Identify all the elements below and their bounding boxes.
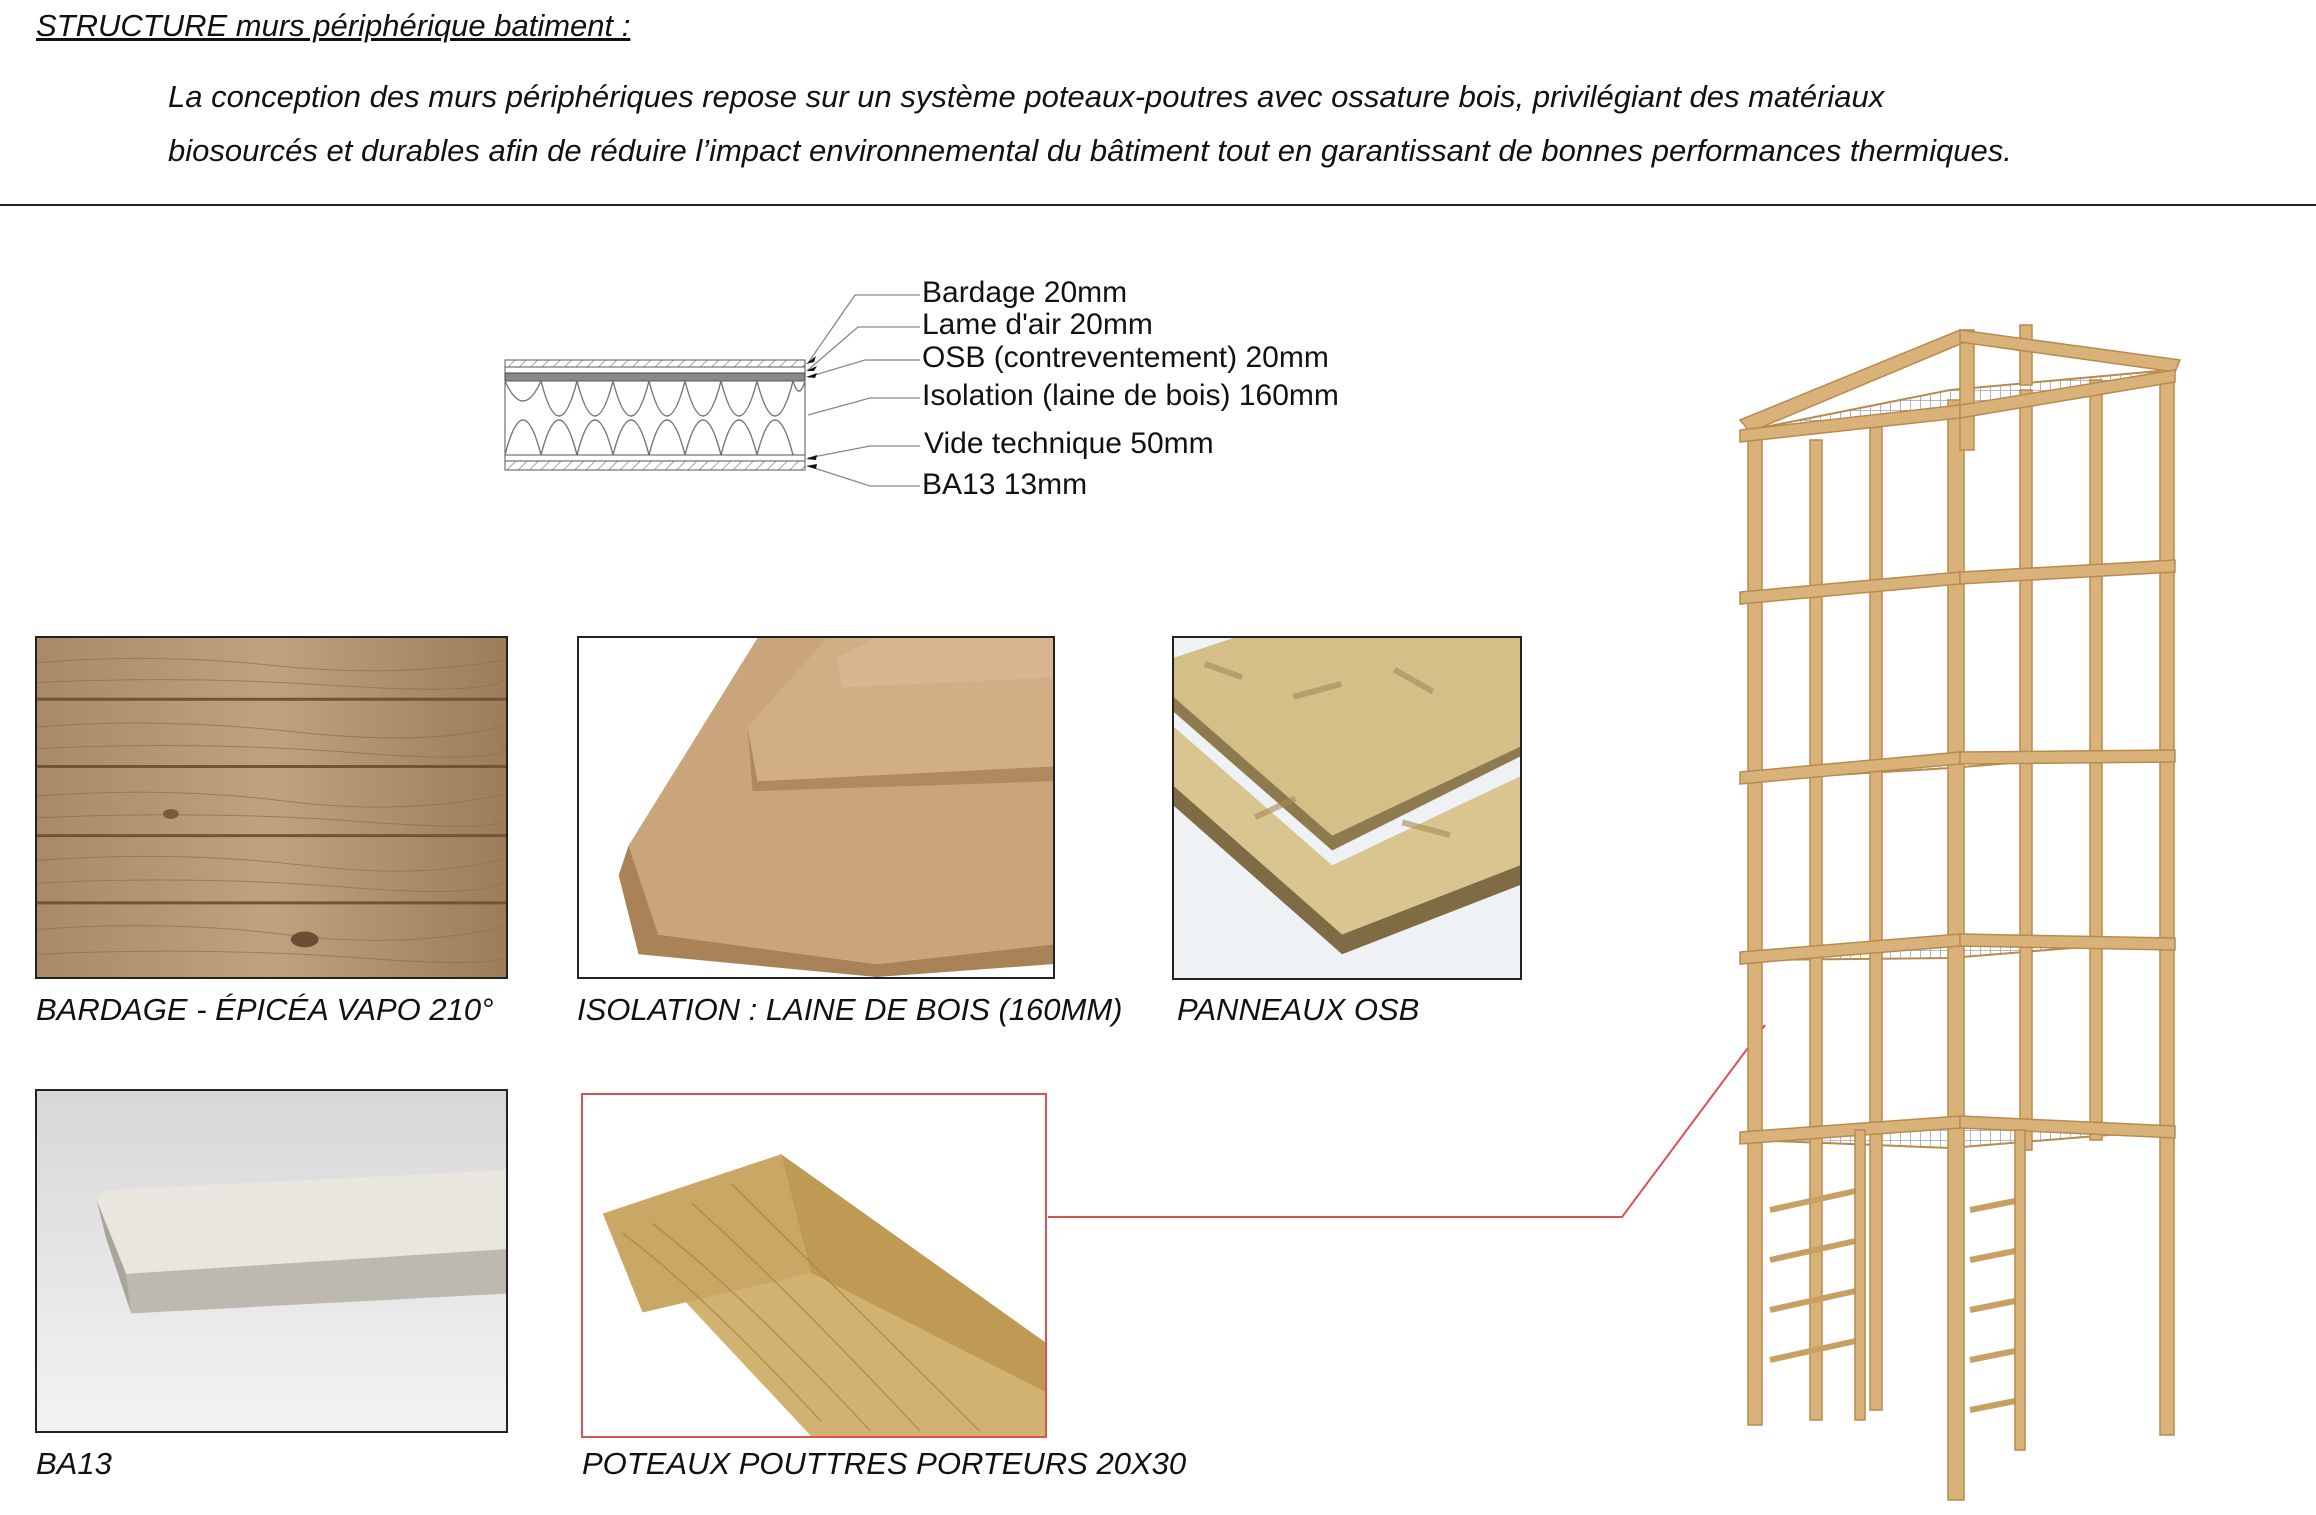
timber-frame-model (1720, 310, 2200, 1510)
caption-osb: PANNEAUX OSB (1177, 992, 1420, 1027)
intro-line-1: La conception des murs périphériques repose sur un système poteaux-poutres avec ossature bois, privilégiant des matériaux (168, 79, 1885, 114)
divider (0, 204, 2316, 206)
intro-paragraph (168, 70, 2268, 178)
timber-frame-drawing (1720, 310, 2200, 1510)
wall-section-drawing (480, 270, 920, 510)
ba13-photo (35, 1089, 508, 1433)
intro-line-2: biosourcés et durables afin de réduire l’impact environnemental du bâtiment tout en garantissant de bonnes performances thermiques. (168, 133, 2012, 168)
wall-section-diagram (480, 270, 920, 510)
layer-label-osb: OSB (contreventement) 20mm (922, 341, 1329, 374)
isolation-photo (577, 636, 1055, 979)
layer-label-isolation: Isolation (laine de bois) 160mm (922, 379, 1339, 412)
caption-poteaux: POTEAUX POUTTRES PORTEURS 20X30 (582, 1446, 1187, 1481)
layer-label-ba13: BA13 13mm (922, 468, 1088, 501)
highlight-connector (1040, 1020, 1770, 1240)
layer-label-lame-air: Lame d'air 20mm (922, 308, 1153, 341)
caption-isolation: ISOLATION : LAINE DE BOIS (160MM) (577, 992, 1123, 1027)
page-title: STRUCTURE murs périphérique batiment : (36, 8, 631, 43)
caption-bardage: BARDAGE - ÉPICÉA VAPO 210° (36, 992, 494, 1027)
bardage-photo (35, 636, 508, 979)
layer-label-vide-technique: Vide technique 50mm (924, 427, 1214, 460)
osb-photo (1172, 636, 1522, 980)
layer-label-bardage: Bardage 20mm (922, 276, 1128, 309)
caption-ba13: BA13 (36, 1446, 112, 1481)
poteaux-photo (581, 1093, 1047, 1438)
